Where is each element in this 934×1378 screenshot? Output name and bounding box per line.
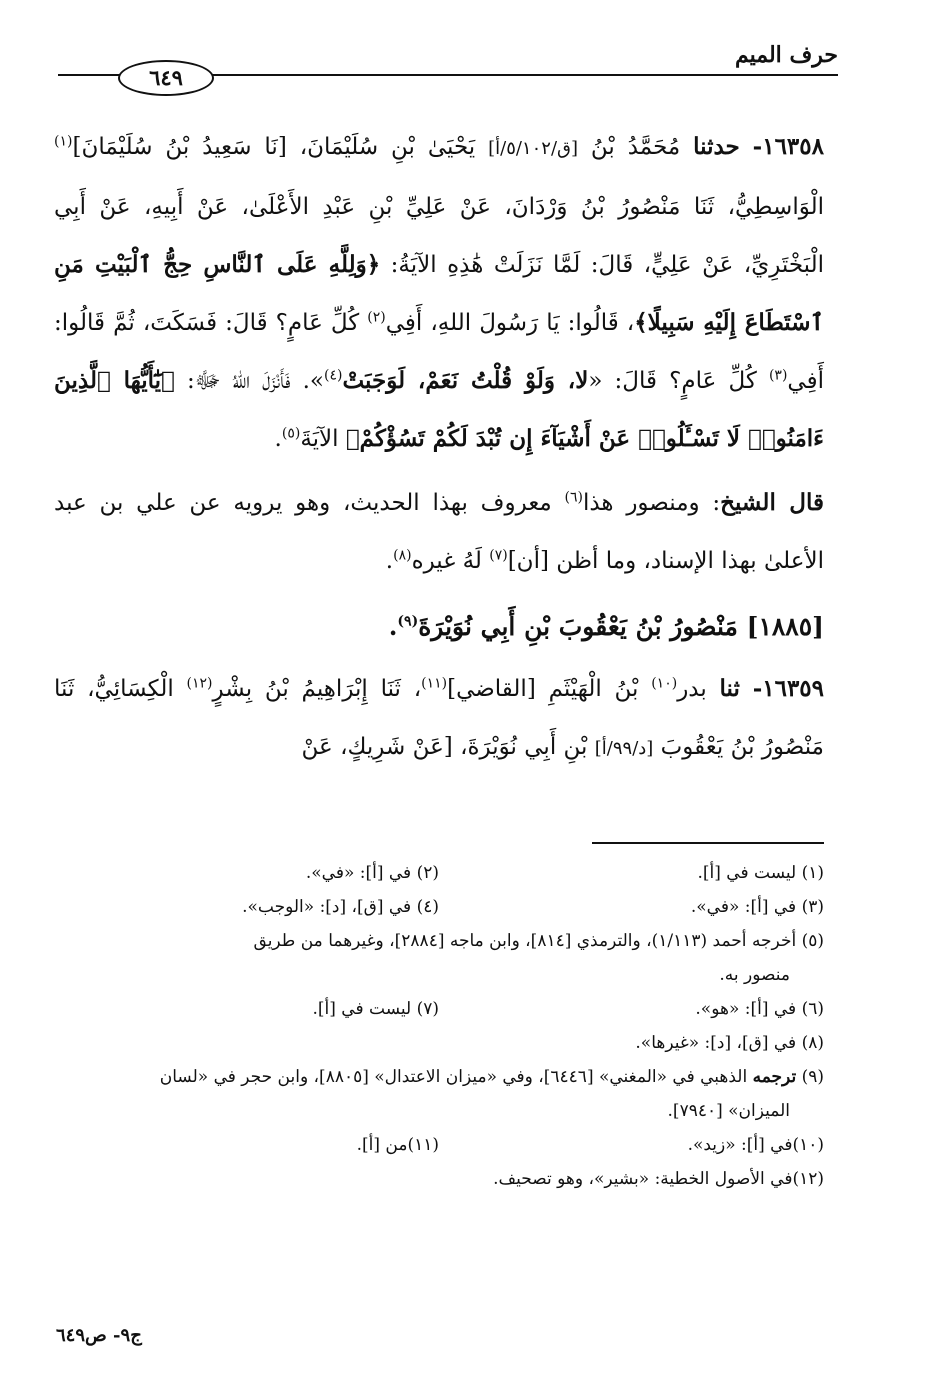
- text-run: كُلِّ عَامٍ؟ قَالَ: «: [588, 368, 769, 394]
- hadith-number: ١٦٣٥٨-: [752, 133, 824, 160]
- narration-verb: ثنا: [719, 675, 740, 702]
- text-run: : ومنصور هذا: [582, 490, 721, 516]
- footnote-marker: (٧): [489, 547, 508, 564]
- page-footer: ج٩- ص٦٤٩: [56, 1325, 142, 1346]
- section-number: [١٨٨٥]: [746, 612, 824, 641]
- footnote-6: (٦) في [أ]: «هو».: [695, 999, 824, 1019]
- prophetic-saying: لا، وَلَوْ قُلْتُ نَعَمْ، لَوَجَبَتْ: [342, 367, 589, 394]
- text-run: .: [385, 548, 394, 574]
- section-heading: [54, 598, 824, 656]
- quran-verse: ﴿وَلِلَّهِ عَلَى ٱلنَّاسِ حِجُّ ٱلْبَيْتِ مَنِ ٱسْتَطَاعَ إِلَيْهِ سَبِيلًا﴾: [54, 251, 824, 336]
- footnote-row: [54, 890, 824, 924]
- shaykh-label: قال الشيخ: [720, 489, 824, 516]
- footnote-5: [54, 924, 824, 992]
- footnote-5-line-2: منصور به.: [719, 965, 790, 985]
- text-run: معروف بهذا الحديث، وهو يرويه عن علي بن عبد الأعلىٰ بهذا الإسناد، وما أظن [أن]: [54, 490, 824, 574]
- hadith-number: ١٦٣٥٩-: [752, 675, 825, 702]
- footnote-marker: (٦): [564, 489, 583, 506]
- footnote-marker: (٨): [393, 547, 412, 564]
- footnote-marker: (٣): [768, 367, 788, 384]
- footnote-marker: (٢): [367, 309, 386, 326]
- text-run: بْنِ أَبِي نُوَيْرَةَ، [عَنْ شَرِيكٍ، عَنْ: [301, 734, 595, 760]
- page-number-badge: ٦٤٩: [118, 60, 214, 96]
- manuscript-ref: [ق/٥/١٠٢/أ]: [488, 138, 578, 159]
- chapter-title: حرف الميم: [734, 42, 838, 68]
- text-run: الذهبي في «المغني» [٦٤٤٦]، وفي «ميزان الاعتدال» [٨٨٠٥]، وابن حجر في «لسان: [159, 1067, 753, 1087]
- text-run: مُحَمَّدُ بْنُ: [578, 134, 694, 160]
- text-run: بْنُ الْهَيْثَمِ [القاضي]: [447, 676, 652, 702]
- footnote-marker: (٥): [281, 425, 301, 442]
- text-run: .: [274, 426, 282, 452]
- footnote-8: (٨) في [ق]، [د]: «غيرها».: [635, 1033, 824, 1053]
- footnote-row: [54, 992, 824, 1026]
- text-run: الْكِسَائِيُّ، ثَنَا مَنْصُورُ بْنُ يَعْقُوبَ: [54, 676, 824, 760]
- footnote-row: [54, 1026, 824, 1060]
- main-text: [54, 118, 824, 778]
- footnote-row: [54, 1128, 824, 1162]
- footnote-label: (٩): [796, 1067, 824, 1087]
- footnote-9-line-1: [54, 1060, 824, 1094]
- footnote-1: (١) ليست في [أ].: [697, 863, 824, 883]
- text-run: ، قَالُوا: يَا رَسُولَ اللهِ، أَفِي: [385, 310, 635, 336]
- footnote-separator: [592, 842, 824, 844]
- text-run: كُلِّ عَامٍ؟ قَالَ: فَسَكَتَ، ثُمَّ قَالُوا: أَفِي: [54, 310, 824, 394]
- footnote-2: (٢) في [أ]: «في».: [305, 863, 439, 883]
- footnote-10: (١٠)في [أ]: «زيد».: [687, 1135, 824, 1155]
- footnote-3: (٣) في [أ]: «في».: [690, 897, 824, 917]
- text-run: الْوَاسِطِيُّ، ثَنَا مَنْصُورُ بْنُ وَرْدَانَ، عَنْ عَلِيِّ بْنِ عَبْدِ الأَعْلَىٰ، عَنْ أَبِيهِ، عَنْ أَبِي الْبَخْتَرِيِّ، عَنْ عَلِيٍّ، قَالَ: لَمَّا نَزَلَتْ هَٰذِهِ الآيَةُ:: [54, 194, 825, 278]
- footnote-9-line-2: الميزان» [٧٩٤٠].: [667, 1101, 790, 1121]
- footnote-bold-word: ترجمه: [752, 1067, 797, 1087]
- footnote-marker: (١٢): [186, 675, 213, 692]
- footnotes: [54, 856, 824, 1196]
- text-run: ». فَأَنْزَلَ اللهُ ﷻ:: [174, 368, 324, 394]
- hadith-16358: [54, 118, 824, 468]
- section-title: مَنْصُورُ بْنُ يَعْقُوبَ بْنِ أَبِي نُوَيْرَةَ: [418, 612, 747, 641]
- footnote-marker: (١٠): [651, 675, 678, 692]
- text-run: لَهُ غيره: [411, 548, 490, 574]
- manuscript-ref: [د/٩٩/أ]: [594, 738, 654, 759]
- narration-verb: حدثنا: [693, 133, 740, 160]
- footnote-row: [54, 1162, 824, 1196]
- page-header: [58, 40, 838, 102]
- text-run: ، ثَنَا إِبْرَاهِيمُ بْنُ بِشْرٍ: [212, 676, 422, 702]
- footnote-marker: (٤): [324, 367, 343, 384]
- footnote-9: [54, 1060, 824, 1128]
- footnote-5-line-1: (٥) أخرجه أحمد (١/١١٣)، والترمذي [٨١٤]، وابن ماجه [٢٨٨٤]، وغيرهما من طريق: [253, 931, 824, 951]
- footnote-marker: (١): [54, 133, 73, 150]
- footnote-11: (١١)من [أ].: [356, 1135, 439, 1155]
- text-run: الآيَةَ: [300, 426, 346, 452]
- footnote-12: (١٢)في الأصول الخطية: «بشير»، وهو تصحيف.: [493, 1169, 824, 1189]
- text-run: بدر: [677, 676, 720, 702]
- footnote-4: (٤) في [ق]، [د]: «الوجب».: [242, 897, 439, 917]
- footnote-row: [54, 856, 824, 890]
- footnote-7: (٧) ليست في [أ].: [312, 999, 439, 1019]
- footnote-marker: (٩): [397, 613, 419, 630]
- quran-verse: ﴿يَٰٓأَيُّهَا ٱلَّذِينَ ءَامَنُوا۟ لَا تَسْـَٔلُوا۟ عَنْ أَشْيَآءَ إِن تُبْدَ لَكُمْ تَسُؤْكُمْ﴾: [54, 367, 824, 452]
- text-run: .: [388, 612, 398, 641]
- footnote-marker: (١١): [421, 675, 448, 692]
- text-run: يَحْيَىٰ بْنِ سُلَيْمَانَ، [نَا سَعِيدُ بْنُ سُلَيْمَانَ]: [72, 134, 489, 160]
- shaykh-note: [54, 474, 824, 590]
- hadith-16359: [54, 660, 824, 778]
